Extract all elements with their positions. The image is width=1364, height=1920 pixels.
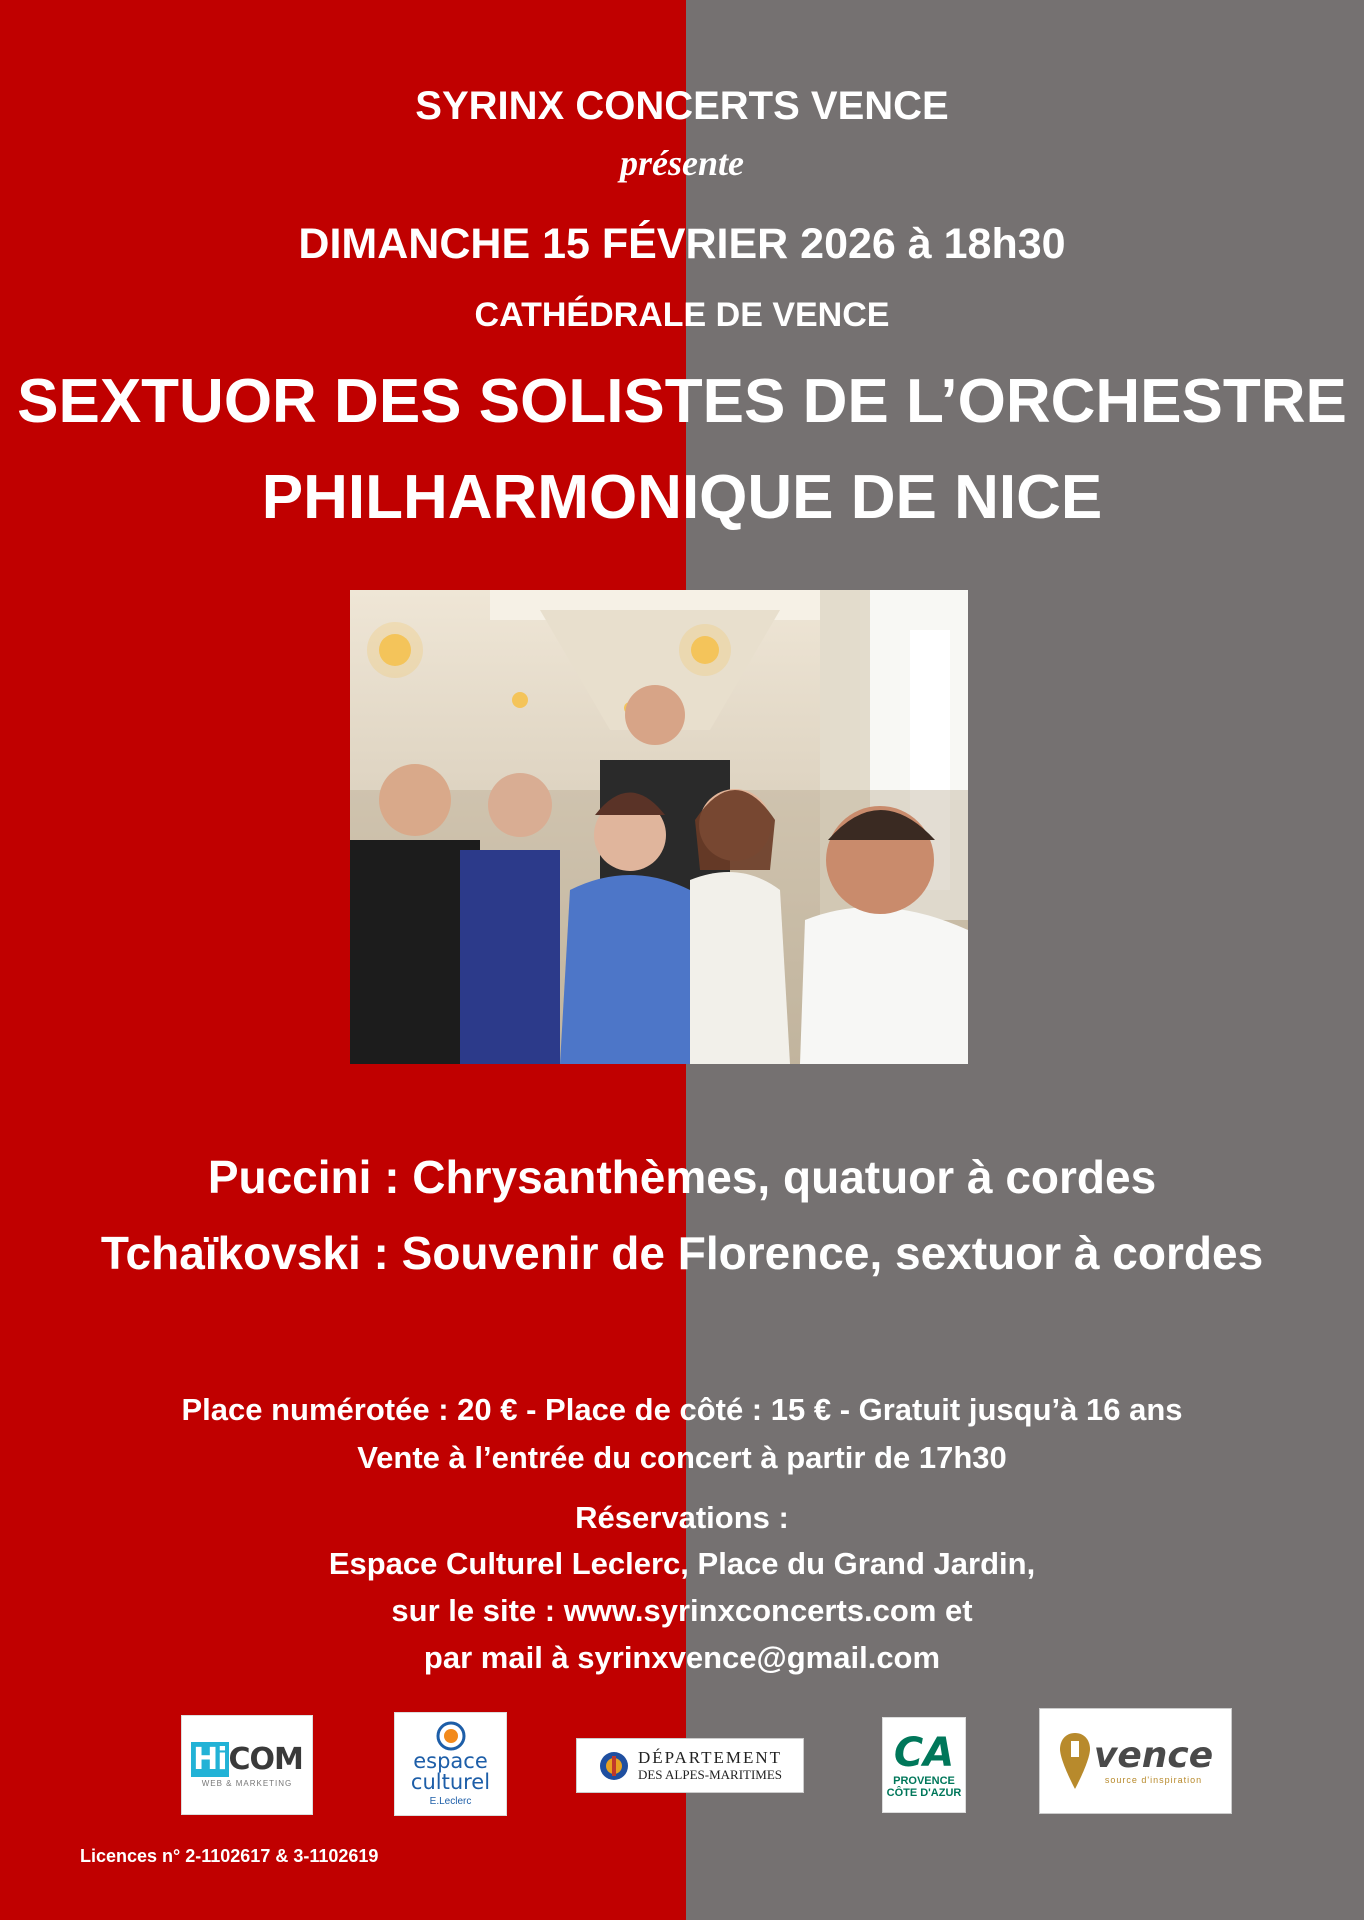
espace-culturel-emblem-icon [434,1721,468,1751]
reservations-location: Espace Culturel Leclerc, Place du Grand Jardin, [328,1546,1036,1581]
vence-logo-word: vence [1093,1735,1214,1776]
reservations-email: par mail à syrinxvence@gmail.com [423,1640,941,1675]
hicom-logo-hi: Hi [193,1742,227,1777]
vence-pin-icon [1058,1731,1092,1791]
program-item-puccini: Puccini : Chrysanthèmes, quatuor à cordes [207,1151,1157,1203]
espace-culturel-logo [394,1712,507,1816]
event-venue: CATHÉDRALE DE VENCE [474,296,890,334]
event-title-line-1: SEXTUOR DES SOLISTES DE L’ORCHESTRE [17,367,1347,436]
espace-culturel-brand: E.Leclerc [429,1796,472,1807]
espace-culturel-line-1: espace [413,1749,488,1773]
departement-line-1: DÉPARTEMENT [637,1747,783,1767]
vence-logo-tagline: source d'inspiration [1104,1775,1203,1785]
presents-label: présente [620,143,744,183]
ensemble-photo [350,590,968,1064]
event-title-line-2: PHILHARMONIQUE DE NICE [261,463,1103,532]
organizer-name: SYRINX CONCERTS VENCE [415,84,949,128]
vence-town-logo [1039,1708,1232,1814]
program-item-tchaikovski: Tchaïkovski : Souvenir de Florence, sextuor à cordes [100,1227,1264,1279]
ticket-sale-info: Vente à l’entrée du concert à partir de 17h30 [357,1440,1007,1475]
hicom-logo-com: COM [228,1742,303,1777]
hicom-logo-tagline: WEB & MARKETING [201,1779,293,1788]
credit-agricole-logo [882,1717,966,1813]
reservations-heading: Réservations : [575,1500,789,1535]
pricing-info: Place numérotée : 20 € - Place de côté : 15 € - Gratuit jusqu’à 16 ans [181,1392,1183,1427]
credit-agricole-region-2: CÔTE D'AZUR [886,1787,962,1799]
espace-culturel-line-2: culturel [410,1770,491,1794]
reservations-website: sur le site : www.syrinxconcerts.com et [391,1593,973,1628]
departement-alpes-maritimes-logo [576,1738,804,1793]
event-date: DIMANCHE 15 FÉVRIER 2026 à 18h30 [298,220,1066,268]
licence-numbers: Licences n° 2-1102617 & 3-1102619 [80,1846,379,1866]
credit-agricole-mark: CA [893,1730,955,1776]
departement-line-2: DES ALPES-MARITIMES [637,1766,783,1782]
hicom-logo [181,1715,313,1815]
departement-emblem-icon [598,1750,630,1782]
credit-agricole-region-1: PROVENCE [893,1775,955,1787]
